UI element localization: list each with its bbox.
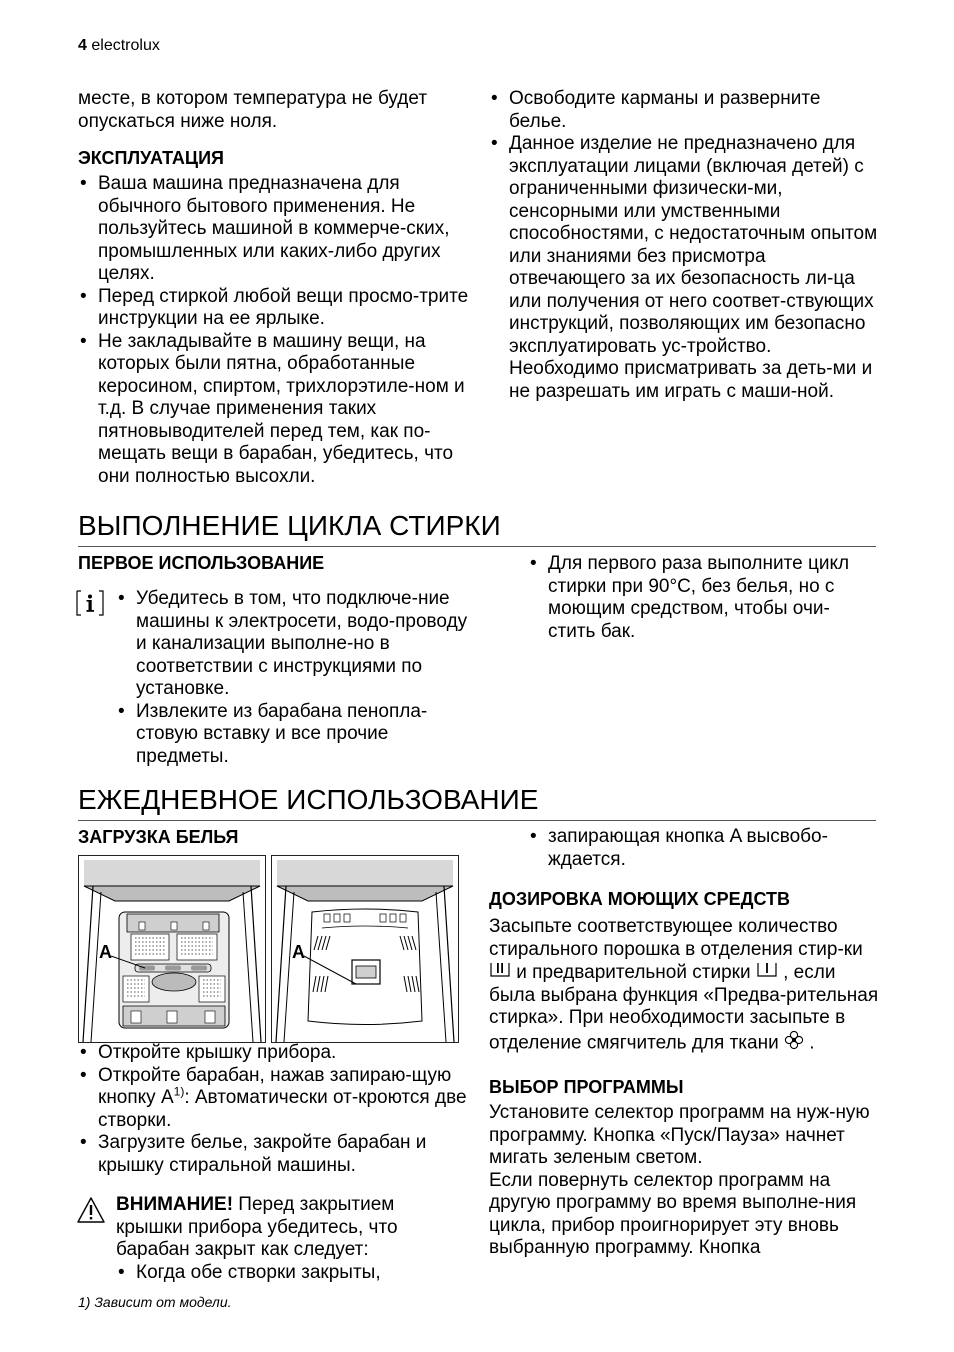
list-item: • Когда обе створки закрыты, xyxy=(116,1262,456,1285)
list-item: • Не закладывайте в машину вещи, на которых были пятна, обработанные керосином, спиртом, трихлорэтиле-ном и т.д. В случае применения таких пятновыводителей перед тем, как по-мещать вещи в барабан, убедитесь, что они полностью высохли. xyxy=(78,331,470,489)
dosing-text-part: , если была выбрана функция «Предва-рительная стирка». При необходимости засыпьте в отделение смягчитель для ткани xyxy=(489,961,879,1053)
program-text: Установите селектор программ на нуж-ную программу. Кнопка «Пуск/Пауза» начнет мигать зеленым светом. xyxy=(489,1102,870,1168)
footnote-ref: 1) xyxy=(173,1084,185,1099)
top-left-column xyxy=(78,88,470,488)
list-item: • Перед стиркой любой вещи просмо-трите инструкции на ее ярлыке. xyxy=(78,286,470,331)
main-wash-compartment-icon xyxy=(489,961,511,985)
softener-flower-icon xyxy=(784,1030,804,1057)
list-item: • Откройте крышку прибора. xyxy=(78,1042,470,1065)
first-use-list xyxy=(116,588,468,768)
warning-list xyxy=(116,1262,456,1285)
unlock-column xyxy=(528,826,876,871)
warning-text: Перед закрытием крышки прибора убедитесь, что барабан закрыт как следует: xyxy=(116,1194,398,1260)
continuation-text: месте, в котором температура не будет опускаться ниже ноля. xyxy=(78,88,428,132)
warning-block xyxy=(116,1194,456,1284)
first-use-column xyxy=(116,588,468,768)
program-text: Если повернуть селектор программ на другую программу во время выполне-ния цикла, прибор проигнорирует эту вновь выбранную программу. Кнопка xyxy=(489,1169,857,1258)
list-item: • Извлеките из барабана пенопла-стовую вставку и все прочие предметы. xyxy=(116,701,468,769)
list-item: • Ваша машина предназначена для обычного бытового применения. Не пользуйтесь машиной в коммерче-ских, промышленных или каких-либо других целях. xyxy=(78,173,470,286)
footnote: 1) Зависит от модели. xyxy=(78,1294,232,1310)
dosing-heading: ДОЗИРОВКА МОЮЩИХ СРЕДСТВ xyxy=(489,889,791,909)
section-title-daily: ЕЖЕДНЕВНОЕ ИСПОЛЬЗОВАНИЕ xyxy=(78,784,539,815)
list-item: • Загрузите белье, закройте барабан и крышку стиральной машины. xyxy=(78,1132,470,1177)
brand-name: electrolux xyxy=(91,37,160,54)
children-note: Необходимо присматривать за деть-ми и не разрешать им играть с маши-ной. xyxy=(509,358,873,402)
dosing-text-part: Засыпьте соответствующее количество стирального порошка в отделения стир-ки xyxy=(489,916,863,960)
first-use-heading: ПЕРВОЕ ИСПОЛЬЗОВАНИЕ xyxy=(78,553,325,573)
list-item: • Освободите карманы и разверните белье. xyxy=(489,88,881,133)
loading-heading: ЗАГРУЗКА БЕЛЬЯ xyxy=(78,827,239,847)
list-item: • Данное изделие не предназначено для эксплуатации лицами (включая детей) с ограниченными физически-ми, сенсорными или умственными способностями, с недостаточным опытом или знаниями без присмотра отвечающего за их безопасность ли-ца или получения от него соответ-ствующих инструкций, позволяющих им безопасно эксплуатировать ус-тройство. xyxy=(489,133,881,358)
dosing-column xyxy=(489,888,879,1260)
list-item: • запирающая кнопка A высвобо-ждается. xyxy=(528,826,876,871)
safety-list xyxy=(489,88,881,358)
dosing-text xyxy=(489,916,879,1056)
operation-heading: ЭКСПЛУАТАЦИЯ xyxy=(78,148,224,168)
loading-column xyxy=(78,1042,470,1177)
dosing-text-part: . xyxy=(803,1031,815,1053)
first-cycle-column xyxy=(528,553,876,643)
page-header xyxy=(78,37,160,55)
page-number: 4 xyxy=(78,37,87,54)
list-item-text: Откройте барабан, нажав запираю-щую кнопку A xyxy=(98,1064,452,1108)
unlock-list xyxy=(528,826,876,871)
warning-icon xyxy=(76,1196,106,1224)
first-cycle-list xyxy=(528,553,876,643)
figure-drum-closed xyxy=(271,855,459,1043)
program-heading: ВЫБОР ПРОГРАММЫ xyxy=(489,1077,684,1097)
figure-label-a: A xyxy=(292,942,305,962)
info-icon xyxy=(76,590,104,616)
figure-drum-open xyxy=(78,855,266,1043)
loading-list xyxy=(78,1042,470,1177)
list-item: • Убедитесь в том, что подключе-ние машины к электросети, водо-проводу и канализации выполне-но в соответствии с инструкциями по установке. xyxy=(116,588,468,701)
section-divider xyxy=(78,546,876,547)
section-title-cycle: ВЫПОЛНЕНИЕ ЦИКЛА СТИРКИ xyxy=(78,510,501,541)
dosing-text-part: и предварительной стирки xyxy=(511,961,756,983)
operation-list xyxy=(78,173,470,488)
list-item xyxy=(78,1065,470,1133)
list-item-text: : Автоматически от-кроются две створки. xyxy=(98,1087,467,1131)
section-divider xyxy=(78,820,876,821)
figure-label-a: A xyxy=(99,942,112,962)
warning-label: ВНИМАНИЕ! xyxy=(116,1194,234,1215)
top-right-column xyxy=(489,88,881,403)
list-item: • Для первого раза выполните цикл стирки при 90°C, без белья, но с моющим средством, чтобы очи-стить бак. xyxy=(528,553,876,643)
prewash-compartment-icon xyxy=(756,961,778,985)
